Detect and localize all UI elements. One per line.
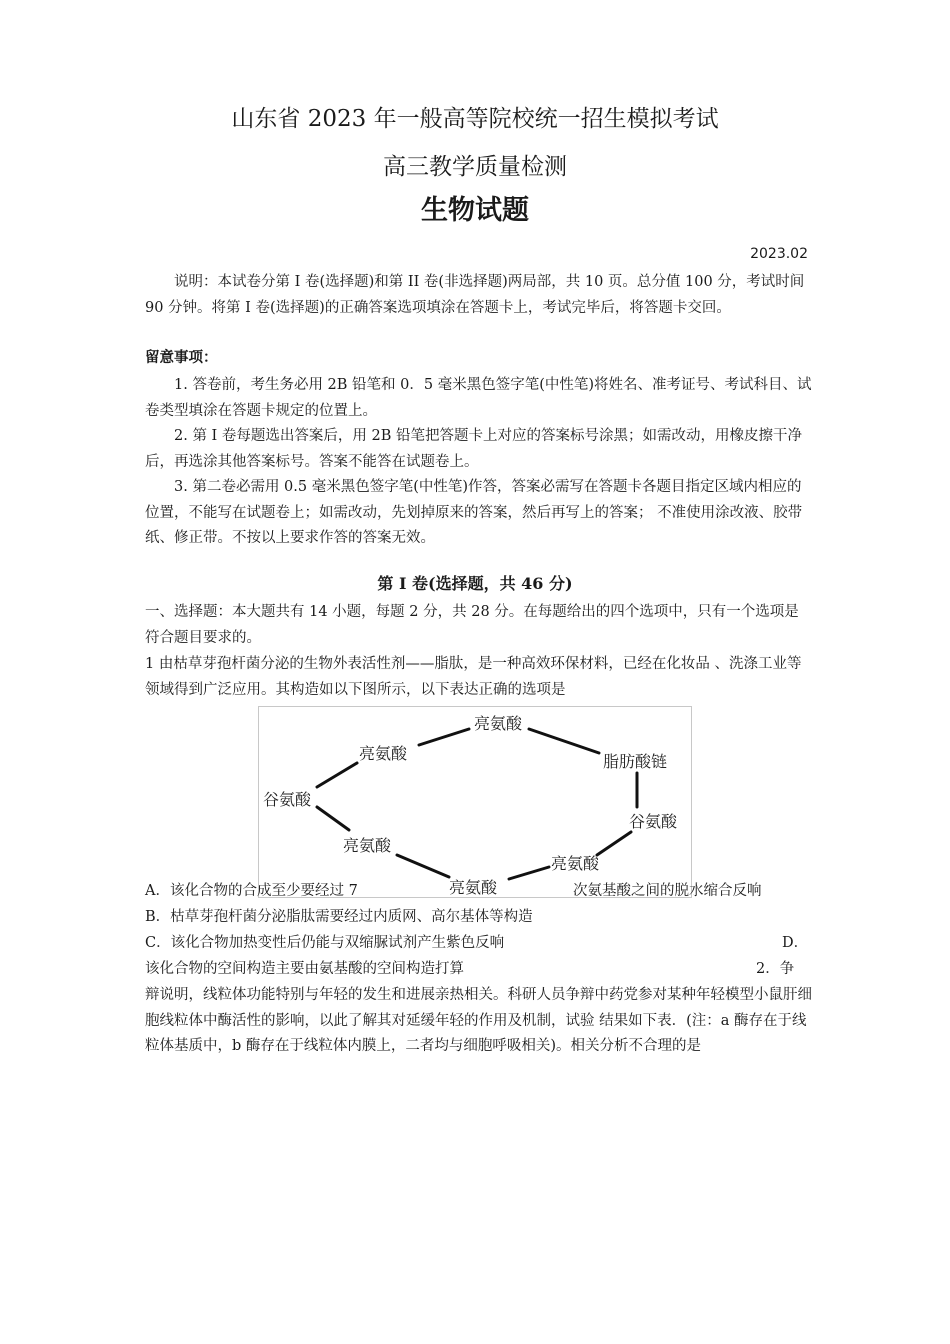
exam-subject-title: 生物试题: [421, 195, 529, 226]
instructions-intro: 说明：本试卷分第 I 卷(选择题)和第 II 卷(非选择题)两局部，共 10 页。总分值 100 分，考试时间 90 分钟。将第 I 卷(选择题)的正确答案选项填涂在答题卡上，考试完毕后，将答题卡交回。: [145, 274, 805, 316]
leucine-label: 亮氨酸: [359, 744, 408, 763]
bond-line: [509, 867, 549, 879]
bond-line: [317, 763, 357, 787]
option-d-text: 该化合物的空间构造主要由氨基酸的空间构造打算: [145, 961, 464, 977]
exam-title-line1: 山东省 2023 年一般高等院校统一招生模拟考试: [231, 106, 719, 132]
bond-line: [419, 729, 469, 745]
bond-line: [317, 807, 349, 830]
option-d-label: D．: [782, 935, 809, 951]
part-intro: 一、选择题：本大题共有 14 小题，每题 2 分，共 28 分。在每题给出的四个选项中，只有一个选项是符合题目要求的。: [145, 604, 799, 646]
fatty-acid-chain-label: 脂肪酸链: [603, 752, 668, 771]
glutamate-label: 谷氨酸: [263, 790, 312, 809]
bond-line: [597, 832, 631, 855]
option-a-part2: 次氨基酸之间的脱水缩合反响: [573, 883, 762, 899]
leucine-label: 亮氨酸: [343, 836, 392, 855]
question2-number: 2．争: [756, 961, 795, 977]
option-b: B．枯草芽孢杆菌分泌脂肽需要经过内质网、高尔基体等构造: [145, 909, 533, 925]
leucine-label: 亮氨酸: [449, 878, 498, 897]
exam-date: 2023.02: [750, 246, 808, 262]
bond-line: [529, 729, 599, 753]
notice-item-3: 3. 第二卷必需用 0.5 毫米黑色签字笔(中性笔)作答，答案必需写在答题卡各题目指定区域内相应的位置，不能写在试题卷上；如需改动，先划掉原来的答案，然后再写上的答案； 不准使用涂改液、胶带纸、修正带。不按以上要求作答的答案无效。: [145, 479, 803, 546]
bond-line: [397, 855, 449, 877]
leucine-label: 亮氨酸: [474, 714, 523, 733]
glutamate-label: 谷氨酸: [629, 812, 678, 831]
structure-diagram: [259, 707, 691, 897]
notice-item-1: 1. 答卷前，考生务必用 2B 铅笔和 0．5 毫米黑色签字笔(中性笔)将姓名、准考证号、考试科目、试卷类型填涂在答题卡规定的位置上。: [145, 377, 812, 419]
question2-stem: 辩说明，线粒体功能特别与年轻的发生和进展亲热相关。科研人员争辩中药党参对某种年轻模型小鼠肝细胞线粒体中酶活性的影响，以此了解其对延缓年轻的作用及机制，试验 结果如下表．(注：a 酶存在于线粒体基质中，b 酶存在于线粒体内膜上，二者均与细胞呼吸相关)。相关分析不合理的是: [145, 987, 812, 1054]
leucine-label: 亮氨酸: [551, 854, 600, 873]
option-c: C．该化合物加热变性后仍能与双缩脲试剂产生紫色反响: [145, 935, 505, 951]
lipopeptide-structure-figure: [258, 706, 692, 898]
option-a-part1: A．该化合物的合成至少要经过 7: [145, 883, 358, 899]
notice-item-2: 2. 第 I 卷每题选出答案后，用 2B 铅笔把答题卡上对应的答案标号涂黑；如需改动，用橡皮擦干净后，再选涂其他答案标号。答案不能答在试题卷上。: [145, 428, 802, 470]
notice-heading: 留意事项：: [145, 350, 218, 366]
question1-stem: 1 由枯草芽孢杆菌分泌的生物外表活性剂——脂肽，是一种高效环保材料，已经在化妆品 、洗涤工业等领域得到广泛应用。其构造如以下图所示，以下表达正确的选项是: [145, 656, 802, 698]
section-title: 第 I 卷(选择题，共 46 分): [377, 574, 573, 593]
exam-title-line2: 高三教学质量检测: [383, 154, 567, 180]
